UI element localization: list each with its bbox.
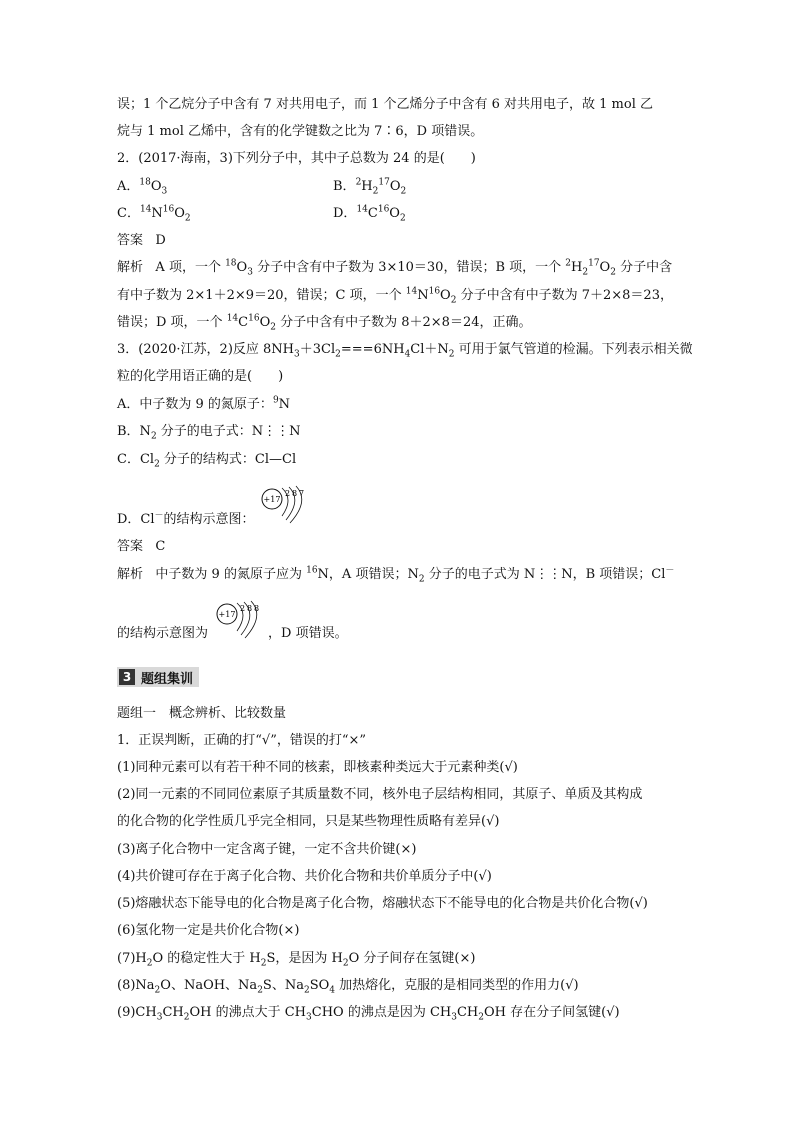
prev-analysis-line1: 误；1 个乙烷分子中含有 7 对共用电子，而 1 个乙烯分子中含有 6 对共用电子，故 1 mol 乙 [117, 97, 653, 112]
q2-option-a: A．$^{18}O_3$ [117, 177, 168, 197]
shell-count-2: 8 [292, 489, 298, 498]
q1-item-1: (1)同种元素可以有若干种不同的核素，即核素种类远大于元素种类(√) [117, 760, 518, 775]
q3-option-a: A．中子数为 9 的氮原子：$^9$N [117, 395, 291, 412]
q1-item-9: $(9)CH_3CH_2OH$ 的沸点大于 $CH_3CHO$ 的沸点是因为 $CH_3CH_2OH$ 存在分子间氢键(√) [117, 1005, 620, 1023]
q2-analysis-line1: 解析 A 项，一个 $^{18}O_3$ 分子中含有中子数为 3×10＝30，错误；B 项，一个 $^2H_2^{17}O_2$ 分子中含 [117, 258, 673, 278]
q3-stem-line1: 3．(2020·江苏，2)反应 $8NH_3+3Cl_2===6NH_4Cl+N_2$ 可用于氯气管道的检漏。下列表示相关微 [117, 342, 693, 360]
q2-analysis-line3: 错误；D 项，一个 $^{14}C^{16}O_2$ 分子中含有中子数为 8＋2×8＝24，正确。 [117, 313, 532, 333]
q1-item-6: (6)氢化物一定是共价化合物(×) [117, 923, 300, 938]
shell-count-1: 2 [285, 489, 291, 498]
q3-option-c: C．$Cl_2$ 分子的结构式：Cl—Cl [117, 452, 297, 470]
q2-stem: 2．(2017·海南，3)下列分子中，其中子总数为 24 的是( ) [117, 151, 476, 166]
q2-option-b: B．$^2H_2^{17}O_2$ [333, 177, 407, 197]
nucleus-label: +17 [218, 610, 236, 619]
q2-option-c: C．$^{14}N^{16}O_2$ [117, 204, 191, 224]
q1-item-3: (3)离子化合物中一定含离子键，一定不含共价键(×) [117, 842, 417, 857]
q2-option-d: D．$^{14}C^{16}O_2$ [333, 204, 406, 224]
q1-item-2-line1: (2)同一元素的不同同位素原子其质量数不同，核外电子层结构相同，其原子、单质及其构成 [117, 787, 643, 802]
shell-count-3: 8 [254, 604, 260, 613]
q3-stem-line2: 粒的化学用语正确的是( ) [117, 369, 284, 384]
q1-item-2-line2: 的化合物的化学性质几乎完全相同，只是某些物理性质略有差异(√) [117, 814, 500, 829]
q1-item-8: $(8)Na_2O$、NaOH、$Na_2S$、$Na_2SO_4$ 加热熔化，克服的是相同类型的作用力(√) [117, 978, 579, 996]
q2-answer: 答案 D [117, 233, 166, 248]
section-header [117, 667, 199, 687]
q3-option-b: B．$N_2$ 分子的电子式：N⋮⋮N [117, 424, 301, 442]
shell-count-1: 2 [240, 604, 246, 613]
q2-options-row1 [117, 178, 677, 196]
q2-analysis-line2: 有中子数为 2×1＋2×9＝20，错误；C 项，一个 $^{14}N^{16}O_2$ 分子中含有中子数为 7＋2×8＝23， [117, 286, 673, 306]
prev-analysis-line2: 烷与 1 mol 乙烯中，含有的化学键数之比为 7∶6，D 项错误。 [117, 124, 484, 139]
q3-analysis-line1: 解析 中子数为 9 的氮原子应为 $^{16}$N，A 项错误；$N_2$ 分子的电子式为 N⋮⋮N，B 项错误；Cl－ [117, 565, 675, 585]
q1-item-5: (5)熔融状态下能导电的化合物是离子化合物，熔融状态下不能导电的化合物是共价化合物(√) [117, 896, 648, 911]
group-title: 题组一 概念辨析、比较数量 [117, 706, 287, 721]
shell-count-2: 8 [247, 604, 253, 613]
q1-item-7: $(7)H_2O$ 的稳定性大于 $H_2S$，是因为 $H_2O$ 分子间存在氢键(×) [117, 951, 476, 969]
nucleus-label: +17 [263, 495, 281, 504]
q3-answer: 答案 C [117, 539, 166, 554]
section-number: 3 [119, 669, 135, 685]
chlorine-ion-diagram-d [258, 482, 318, 524]
q3-analysis-line2: 的结构示意图为 ，D 项错误。 [117, 626, 348, 641]
q1-item-4: (4)共价键可存在于离子化合物、共价化合物和共价单质分子中(√) [117, 869, 492, 884]
q1-stem: 1．正误判断，正确的打“√”，错误的打“×” [117, 733, 367, 748]
section-title: 题组集训 [141, 671, 194, 687]
q2-options-row2 [117, 205, 677, 223]
shell-count-3: 7 [299, 489, 305, 498]
q3-option-d: D．Cl－的结构示意图： [117, 510, 255, 527]
